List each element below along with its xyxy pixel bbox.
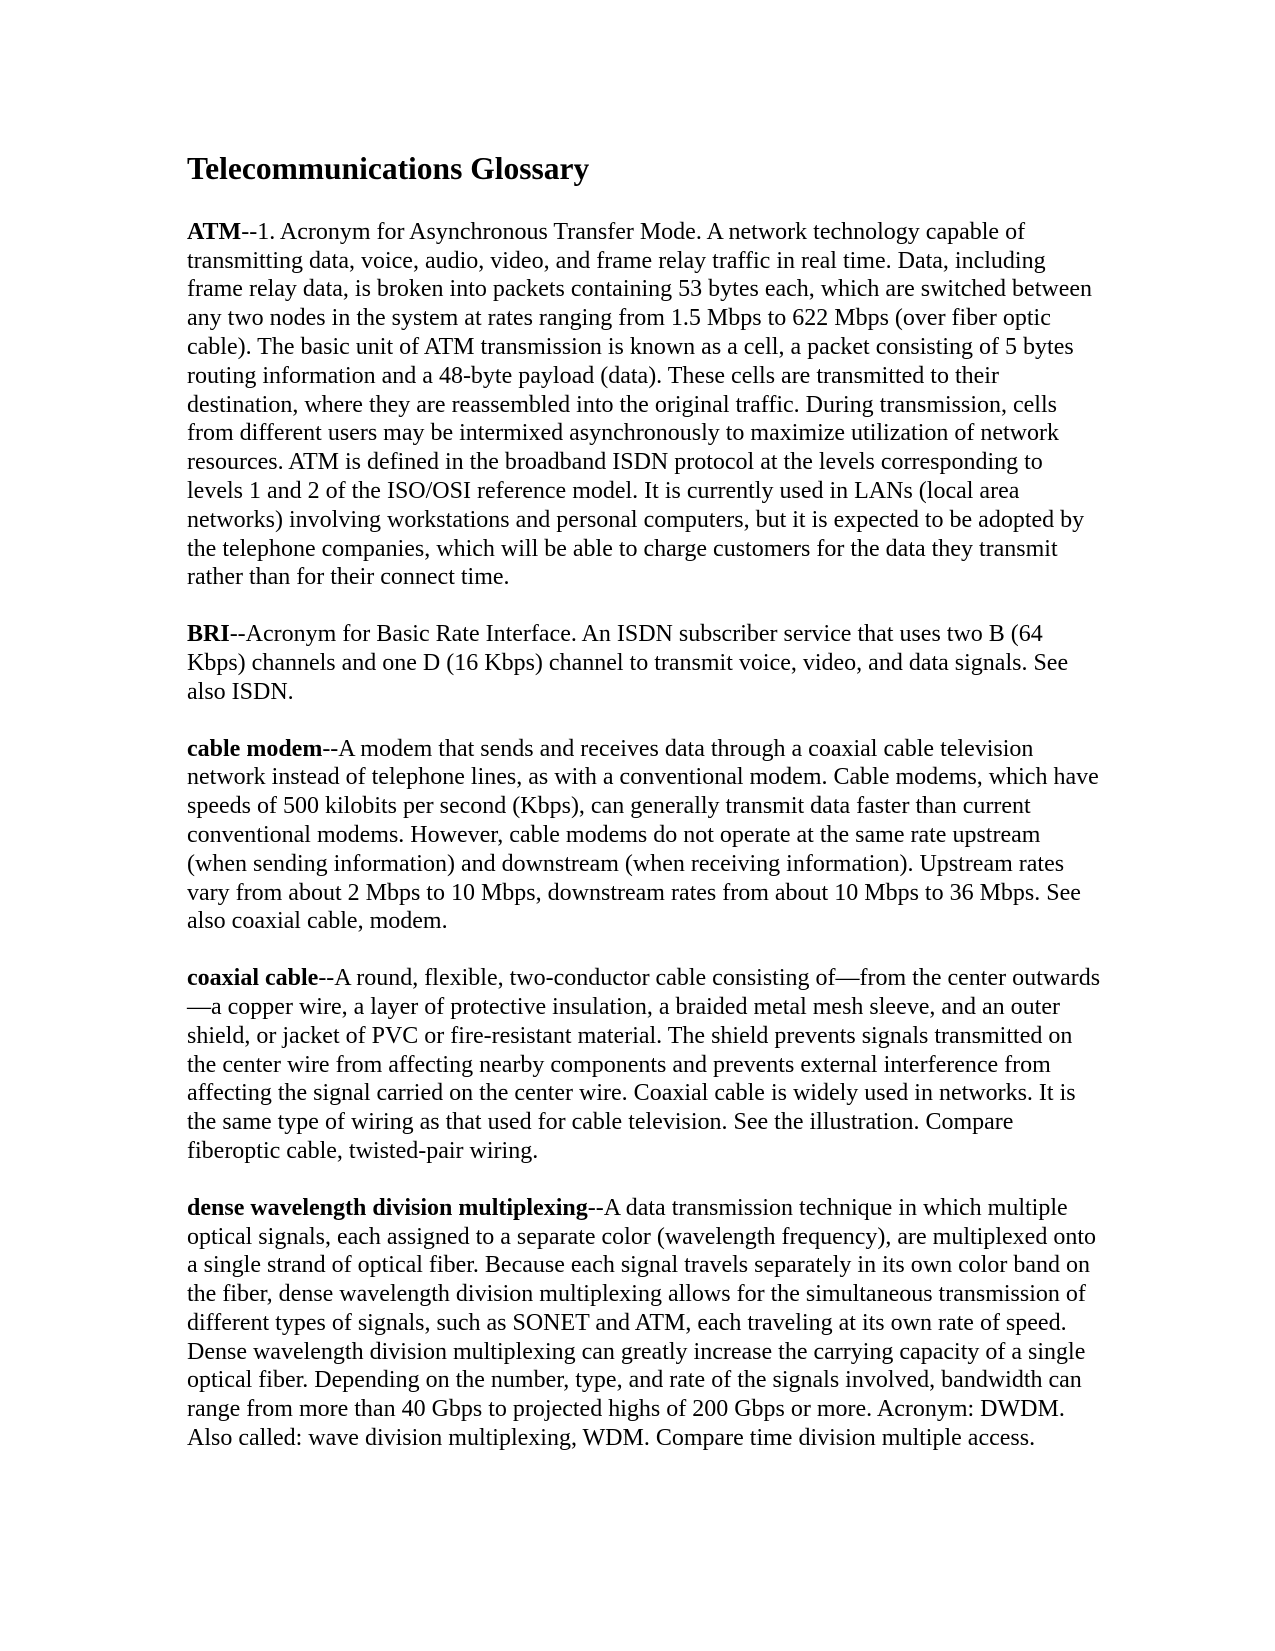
glossary-term: BRI <box>187 621 230 648</box>
glossary-entry-bri <box>187 620 1102 706</box>
glossary-term: coaxial cable <box>187 965 319 992</box>
glossary-definition: --A data transmission technique in which multiple optical signals, each assigned to a separate color (wavelength frequency), are multiplexed onto a single strand of optical fiber. Because each signal travels separately in its own color band on the fiber, dense wavelength division multiplexing allows for the simultaneous transmission of different types of signals, such as SONET and ATM, each traveling at its own rate of speed. Dense wavelength division multiplexing can greatly increase the carrying capacity of a single optical fiber. Depending on the number, type, and rate of the signals involved, bandwidth can range from more than 40 Gbps to projected highs of 200 Gbps or more. Acronym: DWDM. Also called: wave division multiplexing, WDM. Compare time division multiple access. <box>187 1194 1096 1452</box>
glossary-term: cable modem <box>187 735 323 762</box>
glossary-definition: --A modem that sends and receives data through a coaxial cable television network instead of telephone lines, as with a conventional modem. Cable modems, which have speeds of 500 kilobits per second (Kbps), can generally transmit data faster than current conventional modems. However, cable modems do not operate at the same rate upstream (when sending information) and downstream (when receiving information). Upstream rates vary from about 2 Mbps to 10 Mbps, downstream rates from about 10 Mbps to 36 Mbps. See also coaxial cable, modem. <box>187 735 1099 935</box>
page-title: Telecommunications Glossary <box>187 151 590 186</box>
glossary-entry-dwdm <box>187 1194 1102 1453</box>
glossary-entry-atm <box>187 218 1102 592</box>
glossary-definition: --1. Acronym for Asynchronous Transfer Mode. A network technology capable of transmitting data, voice, audio, video, and frame relay traffic in real time. Data, including frame relay data, is broken into packets containing 53 bytes each, which are switched between any two nodes in the system at rates ranging from 1.5 Mbps to 622 Mbps (over fiber optic cable). The basic unit of ATM transmission is known as a cell, a packet consisting of 5 bytes routing information and a 48-byte payload (data). These cells are transmitted to their destination, where they are reassembled into the original traffic. During transmission, cells from different users may be intermixed asynchronously to maximize utilization of network resources. ATM is defined in the broadband ISDN protocol at the levels corresponding to levels 1 and 2 of the ISO/OSI reference model. It is currently used in LANs (local area networks) involving workstations and personal computers, but it is expected to be adopted by the telephone companies, which will be able to charge customers for the data they transmit rather than for their connect time. <box>187 218 1092 591</box>
glossary-definition: --A round, flexible, two-conductor cable consisting of—from the center outwards—a copper wire, a layer of protective insulation, a braided metal mesh sleeve, and an outer shield, or jacket of PVC or fire-resistant material. The shield prevents signals transmitted on the center wire from affecting nearby components and prevents external interference from affecting the signal carried on the center wire. Coaxial cable is widely used in networks. It is the same type of wiring as that used for cable television. See the illustration. Compare fiberoptic cable, twisted-pair wiring. <box>187 965 1101 1164</box>
glossary-entries <box>187 218 1102 1453</box>
glossary-entry-cable-modem <box>187 735 1102 937</box>
glossary-definition: --Acronym for Basic Rate Interface. An ISDN subscriber service that uses two B (64 Kbps) channels and one D (16 Kbps) channel to transmit voice, video, and data signals. See also ISDN. <box>187 621 1069 705</box>
document-body <box>187 150 1102 1481</box>
glossary-term: dense wavelength division multiplexing <box>187 1194 588 1221</box>
glossary-term: ATM <box>187 218 242 245</box>
glossary-entry-coaxial-cable <box>187 964 1102 1166</box>
